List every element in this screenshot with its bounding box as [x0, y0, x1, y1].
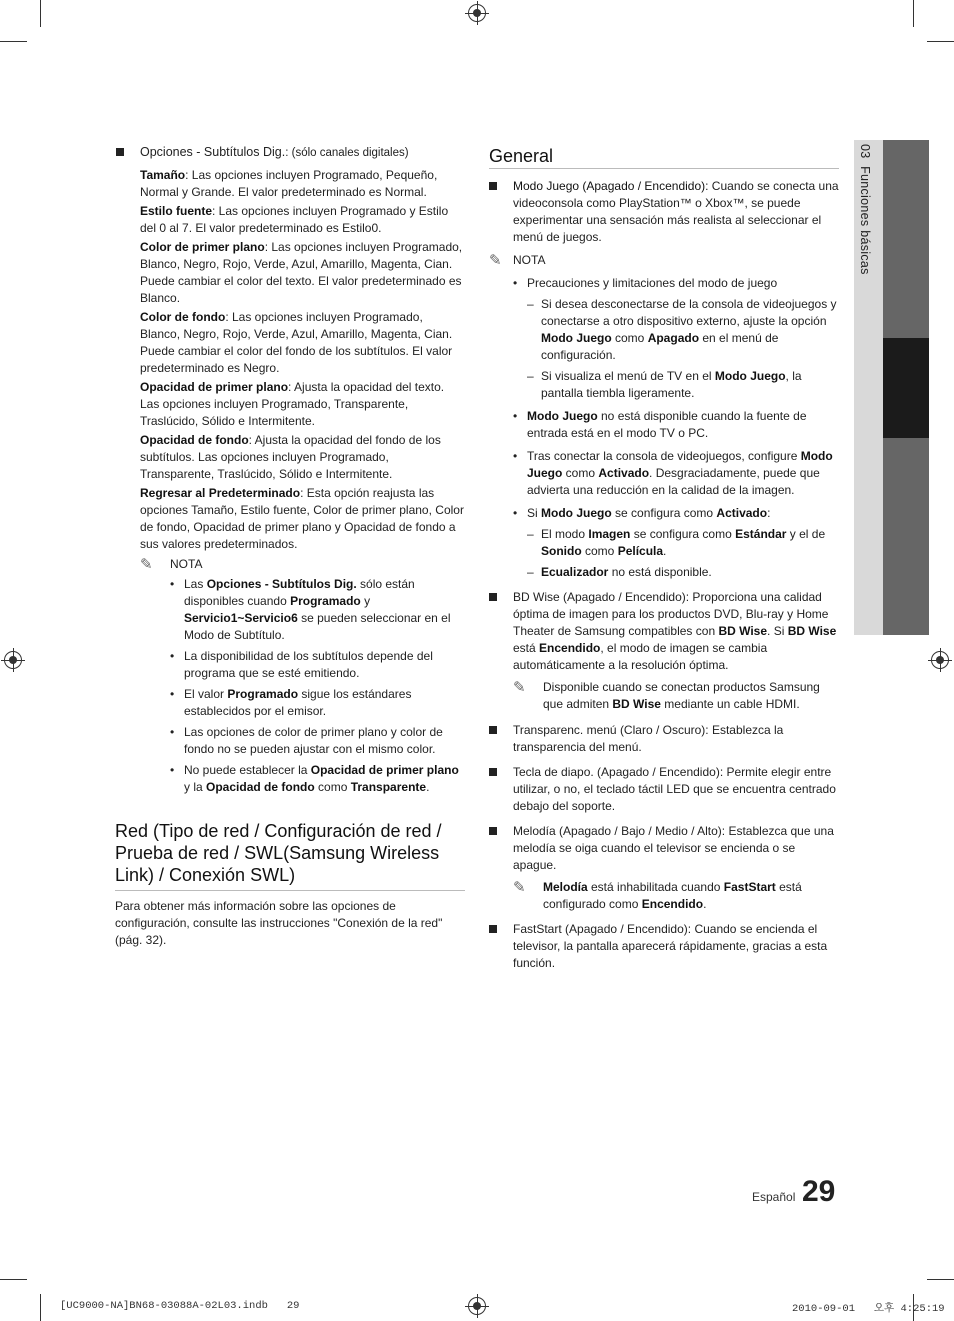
note: ✎ Disponible cuando se conectan productos Samsung que admiten BD Wise mediante un cable HDMI.	[513, 679, 820, 711]
pencil-note-icon: ✎	[489, 252, 502, 269]
list-item: • Las opciones de color de primer plano y color de fondo no se pueden ajustar con el mismo color.	[170, 724, 466, 758]
crop-mark	[40, 0, 41, 27]
touch-key-item: Tecla de diapo. (Apagado / Encendido): Permite elegir entre utilizar, o no, el teclado táctil LED que se encuentra centrado debajo del soporte.	[489, 764, 841, 815]
square-bullet-icon	[489, 827, 497, 835]
square-bullet-icon	[489, 182, 497, 190]
crop-mark	[0, 41, 27, 42]
list-item: – Si desea desconectarse de la consola de videojuegos y conectarse a otro dispositivo externo, ajuste la opción Modo Juego como Apagado en el menú de configuración.	[527, 296, 841, 364]
list-item: • Precauciones y limitaciones del modo de juego	[513, 275, 841, 292]
note: ✎ Melodía está inhabilitada cuando FastStart está configurado como Encendido.	[513, 879, 802, 911]
faststart-item: FastStart (Apagado / Encendido): Cuando se encienda el televisor, la pantalla aparecerá rápidamente, gracias a esta función.	[489, 921, 841, 972]
list-item: – Si visualiza el menú de TV en el Modo Juego, la pantalla tiembla ligeramente.	[527, 368, 841, 402]
square-bullet-icon	[489, 925, 497, 933]
square-bullet-icon	[489, 768, 497, 776]
note: ✎ NOTA	[489, 252, 546, 269]
page-number: 29	[802, 1175, 836, 1208]
list-item: • La disponibilidad de los subtítulos depende del programa que se esté emitiendo.	[170, 648, 466, 682]
section-heading: Red (Tipo de red / Configuración de red / Prueba de red / SWL(Samsung Wireless Link) / Conexión SWL)	[115, 820, 465, 891]
chapter-label: 03 Funciones básicas	[858, 144, 872, 275]
list-item: – El modo Imagen se configura como Estándar y el de Sonido como Película.	[527, 526, 841, 560]
list-item: • Si Modo Juego se configura como Activado:	[513, 505, 841, 522]
crop-mark	[40, 1294, 41, 1321]
crop-mark	[0, 1279, 27, 1280]
section-text: Para obtener más información sobre las opciones de configuración, consulte las instrucciones "Conexión de la red" (pág. 32).	[115, 899, 443, 947]
pencil-note-icon: ✎	[513, 679, 526, 696]
list-item: • El valor Programado sigue los estándares establecidos por el emisor.	[170, 686, 466, 720]
crop-mark	[927, 41, 954, 42]
file-info: [UC9000-NA]BN68-03088A-02L03.indb 29	[60, 1300, 300, 1312]
menu-transparency-item: Transparenc. menú (Claro / Oscuro): Establezca la transparencia del menú.	[489, 722, 841, 756]
melody-item: Melodía (Apagado / Bajo / Medio / Alto): Establezca que una melodía se oiga cuando el televisor se encienda o se apague. ✎ Melodía está inhabilitada cuando FastStart está configurado como Encendido.	[489, 823, 841, 913]
list-item: • Las Opciones - Subtítulos Dig. sólo están disponibles cuando Programado y Servicio1~Servicio6 se pueden seleccionar en el Modo de Subtítulo.	[170, 576, 466, 644]
chapter-tab-active	[883, 338, 929, 438]
game-mode-item: Modo Juego (Apagado / Encendido): Cuando se conecta una videoconsola como PlayStation™ o Xbox™, se puede experimentar una sensación más realista al seleccionar el menú de juegos.	[489, 178, 841, 246]
square-bullet-icon	[489, 726, 497, 734]
right-column	[489, 178, 841, 978]
registration-mark-icon	[468, 1297, 486, 1315]
sub-list	[527, 526, 841, 581]
note: ✎ NOTA	[140, 556, 203, 573]
page-language: Español	[752, 1190, 796, 1204]
left-column	[116, 144, 466, 802]
square-bullet-icon	[116, 148, 124, 156]
crop-mark	[913, 0, 914, 27]
list-item: • Modo Juego no está disponible cuando la fuente de entrada está en el modo TV o PC.	[513, 408, 841, 442]
general-heading-wrap	[489, 146, 839, 169]
note-list	[513, 275, 841, 581]
pencil-note-icon: ✎	[140, 556, 153, 573]
list-item: • No puede establecer la Opacidad de primer plano y la Opacidad de fondo como Transparente.	[170, 762, 466, 796]
crop-mark	[927, 1279, 954, 1280]
list-item: – Ecualizador no está disponible.	[527, 564, 841, 581]
section-heading: General	[489, 146, 839, 169]
registration-mark-icon	[931, 651, 949, 669]
red-section	[115, 820, 465, 949]
list-item: • Tras conectar la consola de videojuegos, configure Modo Juego como Activado. Desgraciadamente, puede que advierta una reducción en la calidad de la imagen.	[513, 448, 841, 499]
note-list	[170, 576, 466, 796]
sub-list	[527, 296, 841, 402]
registration-mark-icon	[4, 651, 22, 669]
bd-wise-item: BD Wise (Apagado / Encendido): Proporciona una calidad óptima de imagen para los productos DVD, Blu-ray y Home Theater de Samsung compatibles con BD Wise. Si BD Wise está Encendido, el modo de imagen se cambia automáticamente a la resolución óptima. ✎ Disponible cuando se conectan productos Samsung que admiten BD Wise mediante un cable HDMI.	[489, 589, 841, 713]
subtitle-options-item: Opciones - Subtítulos Dig.: (sólo canales digitales) Tamaño: Las opciones incluyen Programado, Pequeño, Normal y Grande. El valor predeterminado es Normal. Estilo fuente: Las opciones incluyen Programado y Estilo del 0 al 7. El valor predeterminado es Estilo0. Color de primer plano: Las opciones incluyen Programado, Blanco, Negro, Rojo, Verde, Azul, Amarillo, Magenta, Cian. Puede cambiar el color del texto. El valor predeterminado es Blanco. Color de fondo: Las opciones incluyen Programado, Blanco, Negro, Rojo, Verde, Azul, Amarillo, Magenta, Cian. Puede cambiar el color del fondo de los subtítulos. El valor predeterminado es Negro. Opacidad de primer plano: Ajusta la opacidad del texto. Las opciones incluyen Programado, Transparente, Traslúcido, Sólido e Intermitente. Opacidad de fondo: Ajusta la opacidad del fondo de los subtítulos. Las opciones incluyen Programado, Transparente, Traslúcido, Sólido e Intermitente. Regresar al Predeterminado: Esta opción reajusta las opciones Tamaño, Estilo fuente, Color de primer plano, Color de fondo, Opacidad de primer plano y Opacidad de fondo a sus valores predeterminados. ✎ NOTA • Las Opciones - Subtítulos Dig. sólo están disponibles cuando Programado y Servicio1~Servicio6 se pueden seleccionar en el Modo de Subtítulo. • La disponibilidad de los subtítulos depende del programa que se esté emitiendo. • El valor Programado sigue los estándares establecidos por el emisor. • Las opciones de color de primer plano y color de fondo no se pueden ajustar con el mismo color. • No puede establecer la Opacidad de primer plano y la Opacidad de fondo como Transparente.	[116, 144, 466, 796]
registration-mark-icon	[468, 4, 486, 22]
print-date: 2010-09-01 오후 4:25:19	[792, 1303, 945, 1315]
square-bullet-icon	[489, 593, 497, 601]
pencil-note-icon: ✎	[513, 879, 526, 896]
